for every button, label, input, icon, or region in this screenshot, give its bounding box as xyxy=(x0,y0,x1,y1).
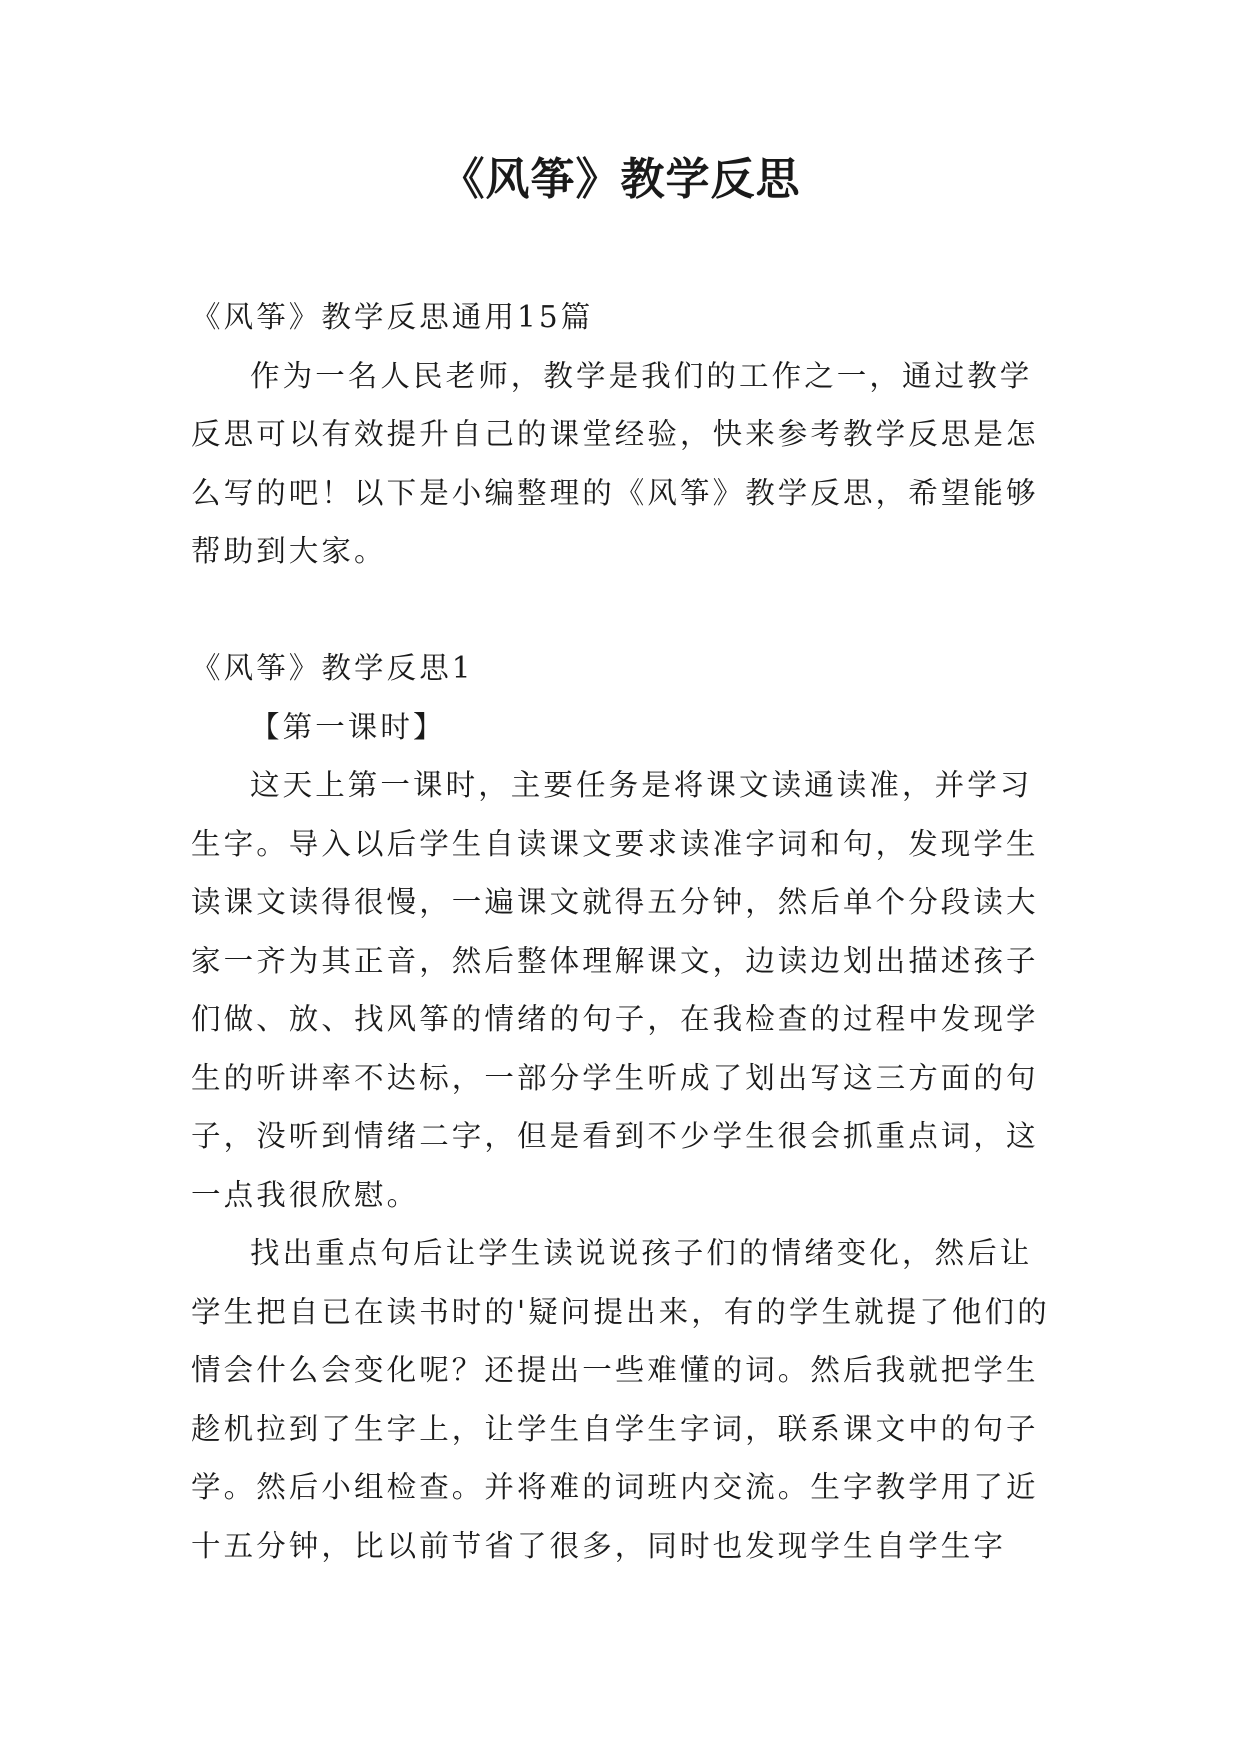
document-subtitle: 《风筝》教学反思通用15篇 xyxy=(191,300,594,334)
body-paragraph-1: 这天上第一课时，主要任务是将课文读通读准，并学习生字。导入以后学生自读课文要求读准字词和句，发现学生读课文读得很慢，一遍课文就得五分钟，然后单个分段读大家一齐为其正音，然后整体理解课文，边读边划出描述孩子们做、放、找风筝的情绪的句子，在我检查的过程中发现学生的听讲率不达标，一部分学生听成了划出写这三方面的句子，没听到情绪二字，但是看到不少学生很会抓重点词，这一点我很欣慰。 xyxy=(191,768,1039,1212)
section-spacer xyxy=(191,581,1063,640)
body-paragraph-2: 找出重点句后让学生读说说孩子们的情绪变化，然后让学生把自已在读书时的'疑问提出来，有的学生就提了他们的情会什么会变化呢？还提出一些难懂的词。然后我就把学生趁机拉到了生字上，让学生自学生字词，联系课文中的句子学。然后小组检查。并将难的词班内交流。生字教学用了近十五分钟，比以前节省了很多，同时也发现学生自学生字 xyxy=(191,1236,1050,1563)
document-body xyxy=(191,288,1063,1575)
document-title: 《风筝》教学反思 xyxy=(440,154,801,205)
intro-paragraph: 作为一名人民老师，教学是我们的工作之一，通过教学反思可以有效提升自己的课堂经验，快来参考教学反思是怎么写的吧！以下是小编整理的《风筝》教学反思，希望能够帮助到大家。 xyxy=(191,358,1039,568)
lesson-label: 【第一课时】 xyxy=(250,709,446,744)
section-heading: 《风筝》教学反思1 xyxy=(191,651,474,685)
